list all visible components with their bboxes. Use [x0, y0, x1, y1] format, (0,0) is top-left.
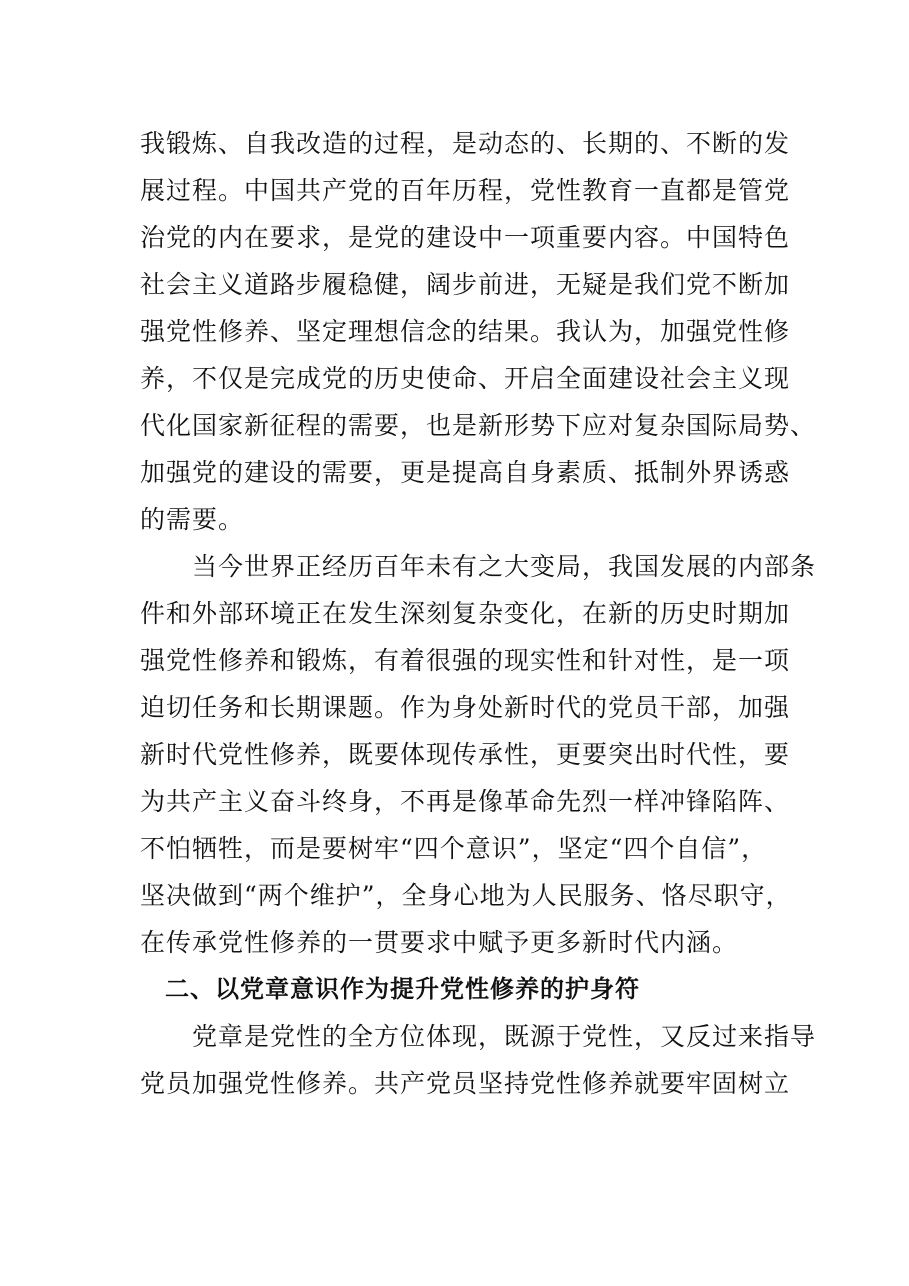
- text-line: 展过程。中国共产党的百年历程，党性教育一直都是管党: [140, 176, 791, 205]
- text-line: 的需要。: [140, 505, 245, 534]
- text-line: 强党性修养和锻炼，有着很强的现实性和针对性，是一项: [140, 646, 791, 675]
- text-line: 代化国家新征程的需要，也是新形势下应对复杂国际局势、: [140, 411, 817, 440]
- text-line: 件和外部环境正在发生深刻复杂变化，在新的历史时期加: [140, 599, 791, 628]
- text-line: 加强党的建设的需要，更是提高自身素质、抵制外界诱惑: [140, 458, 791, 487]
- text-line: 养，不仅是完成党的历史使命、开启全面建设社会主义现: [140, 364, 791, 393]
- text-line: 党章是党性的全方位体现，既源于党性，又反过来指导: [140, 1022, 817, 1051]
- section-heading: 二、以党章意识作为提升党性修养的护身符: [140, 975, 640, 1003]
- text-line: 党员加强党性修养。共产党员坚持党性修养就要牢固树立: [140, 1069, 791, 1098]
- text-line: 社会主义道路步履稳健，阔步前进，无疑是我们党不断加: [140, 270, 791, 299]
- text-line: 坚决做到“两个维护”，全身心地为人民服务、恪尽职守，: [140, 881, 792, 910]
- text-line: 我锻炼、自我改造的过程，是动态的、长期的、不断的发: [140, 129, 791, 158]
- text-line: 在传承党性修养的一贯要求中赋予更多新时代内涵。: [140, 928, 739, 957]
- text-line: 治党的内在要求，是党的建设中一项重要内容。中国特色: [140, 223, 791, 252]
- text-line: 当今世界正经历百年未有之大变局，我国发展的内部条: [140, 552, 817, 581]
- text-line: 不怕牺牲，而是要树牢“四个意识”，坚定“四个自信”，: [140, 834, 768, 863]
- text-line: 新时代党性修养，既要体现传承性，更要突出时代性，要: [140, 740, 791, 769]
- body-text: [140, 120, 817, 1107]
- text-line: 迫切任务和长期课题。作为身处新时代的党员干部，加强: [140, 693, 791, 722]
- text-line: 强党性修养、坚定理想信念的结果。我认为，加强党性修: [140, 317, 791, 346]
- text-line: 为共产主义奋斗终身，不再是像革命先烈一样冲锋陷阵、: [140, 787, 791, 816]
